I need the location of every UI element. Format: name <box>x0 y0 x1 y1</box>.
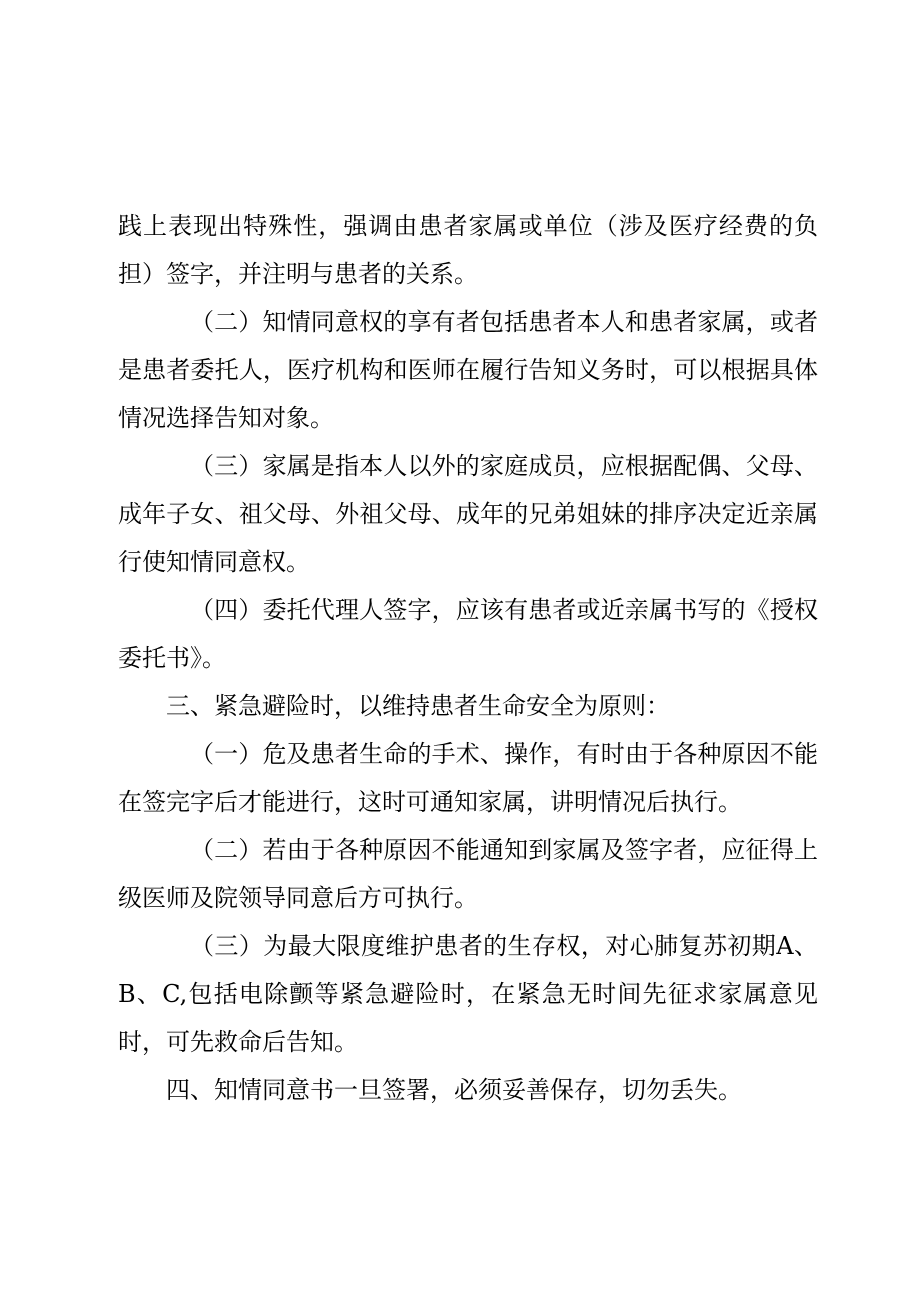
section-heading-3: 三、紧急避险时，以维持患者生命安全为原则： <box>166 692 670 720</box>
paragraph-emergency-3: （三）为最大限度维护患者的生存权，对心肺复苏初期A、B、C,包括电除颤等紧急避险时，在紧急无时间先征求家属意见时，可先救命后告知。 <box>118 932 818 1056</box>
paragraph-item-4: （四）委托代理人签字，应该有患者或近亲属书写的《授权委托书》。 <box>118 596 818 672</box>
paragraph-emergency-1: （一）危及患者生命的手术、操作，有时由于各种原因不能在签完字后才能进行，这时可通知家属，讲明情况后执行。 <box>118 740 818 816</box>
document-body <box>118 202 818 1114</box>
paragraph-item-2: （二）知情同意权的享有者包括患者本人和患者家属，或者是患者委托人，医疗机构和医师在履行告知义务时，可以根据具体情况选择告知对象。 <box>118 308 818 432</box>
paragraph-continued: 践上表现出特殊性，强调由患者家属或单位（涉及医疗经费的负担）签字，并注明与患者的关系。 <box>118 212 818 288</box>
section-heading-4: 四、知情同意书一旦签署，必须妥善保存，切勿丢失。 <box>166 1076 742 1104</box>
paragraph-item-3: （三）家属是指本人以外的家庭成员，应根据配偶、父母、成年子女、祖父母、外祖父母、成年的兄弟姐妹的排序决定近亲属行使知情同意权。 <box>118 452 818 576</box>
paragraph-emergency-2: （二）若由于各种原因不能通知到家属及签字者，应征得上级医师及院领导同意后方可执行。 <box>118 836 818 912</box>
